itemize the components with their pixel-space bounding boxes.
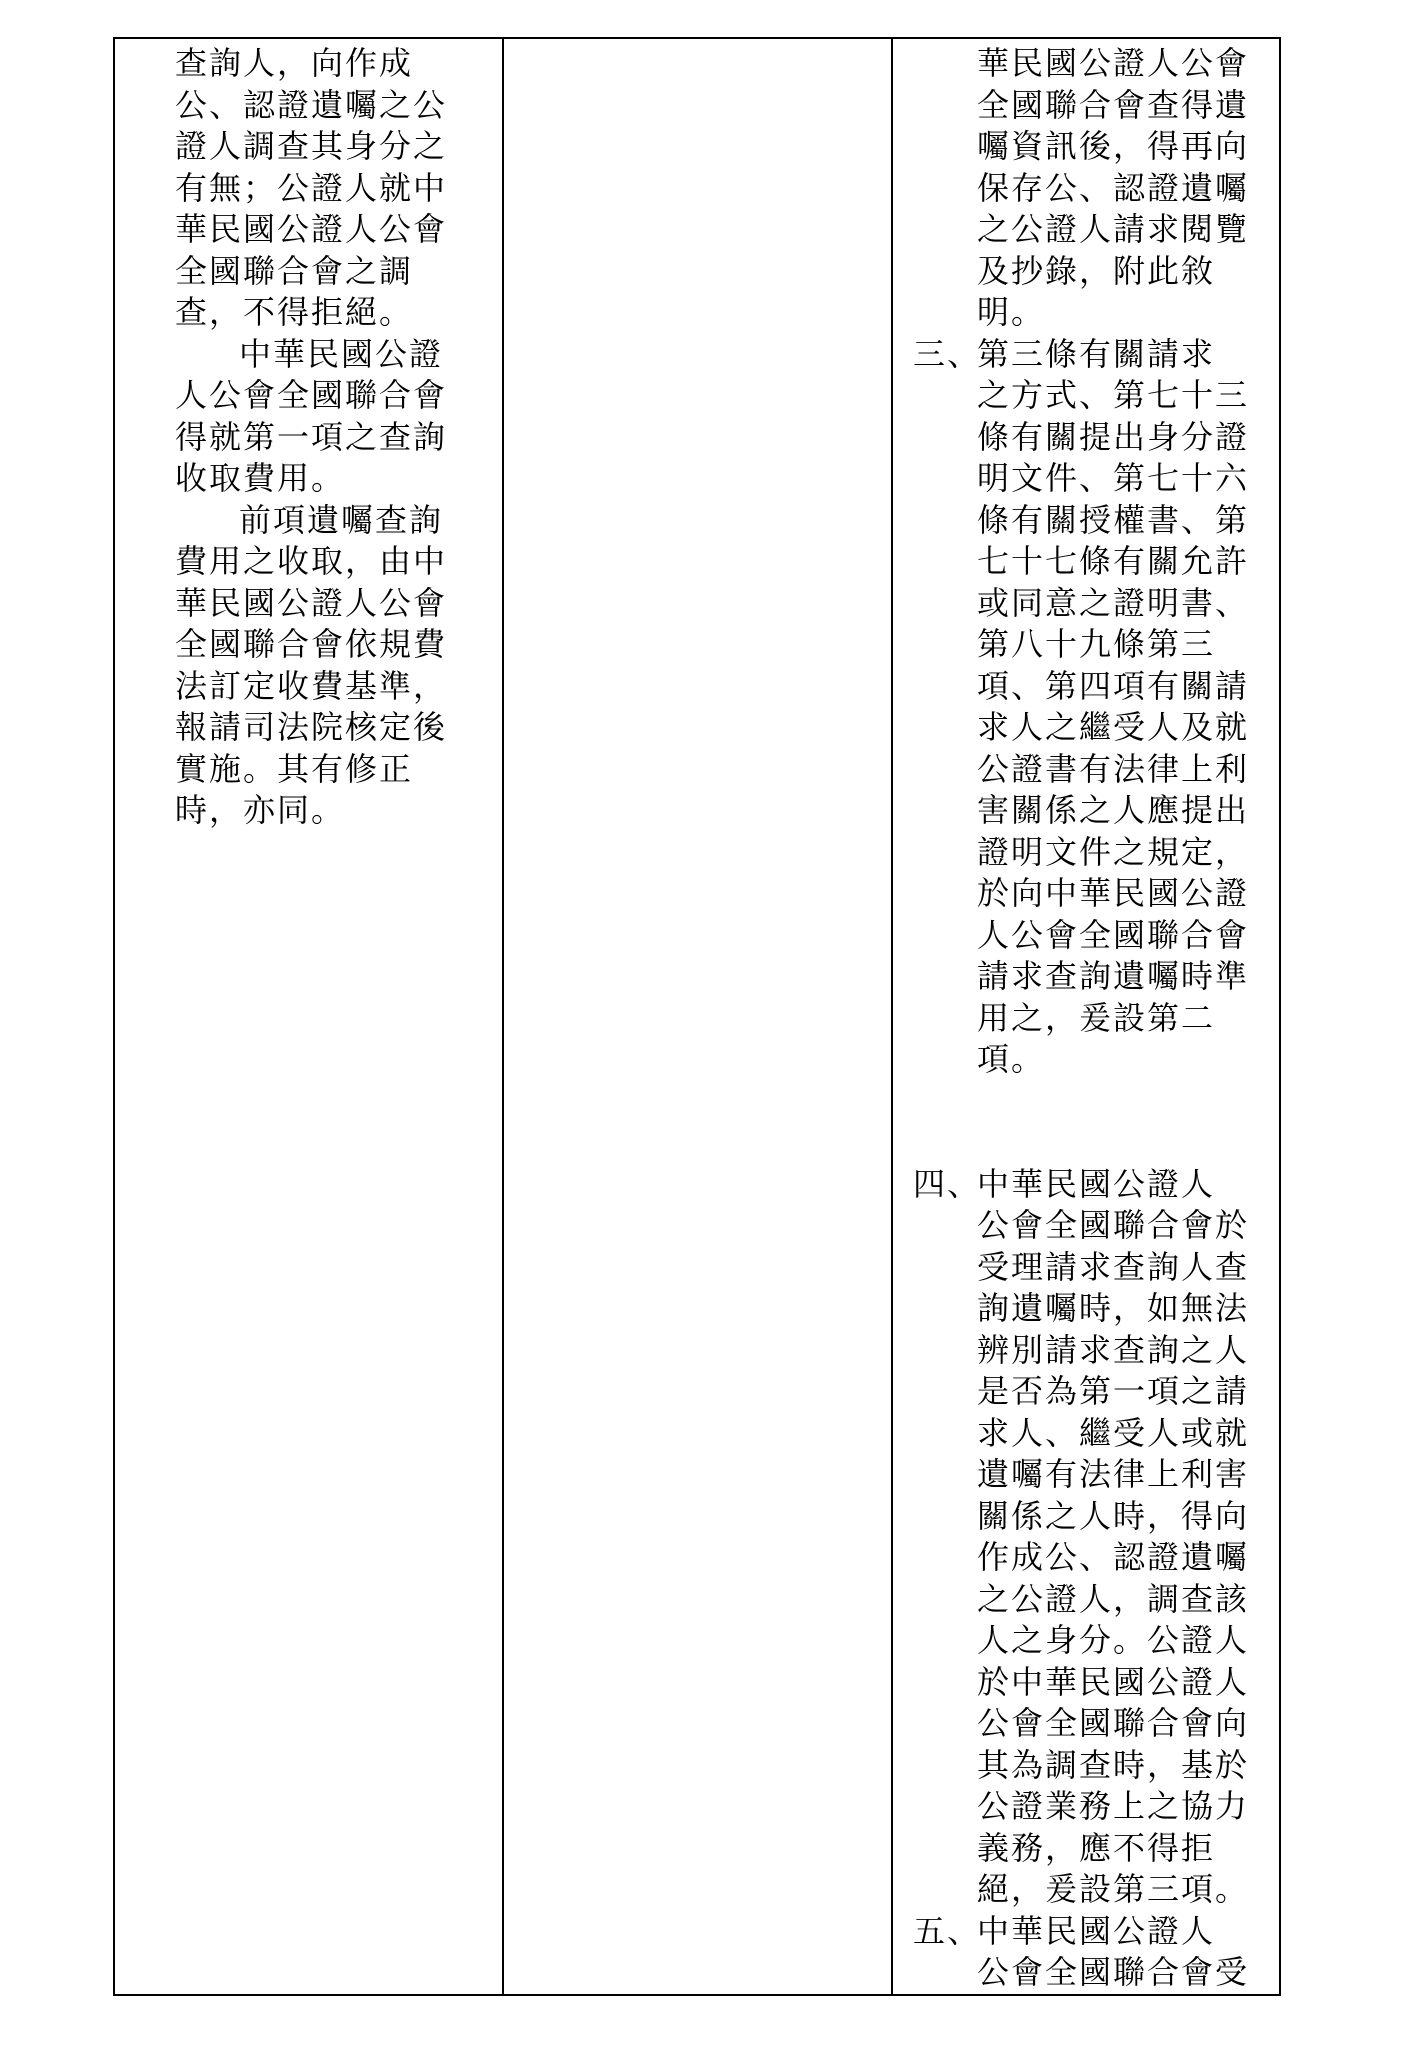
numbered-item bbox=[913, 1911, 1265, 1994]
paragraph-line: 全國聯合會之調 bbox=[175, 251, 414, 290]
item-line: 求人之繼受人及就 bbox=[977, 708, 1250, 746]
paragraph-line: 前項遺囑查詢 bbox=[239, 500, 444, 539]
paragraph-line: 有無；公證人就中 bbox=[175, 168, 448, 207]
item-line: 詢遺囑時，如無法 bbox=[977, 1289, 1250, 1327]
item-line: 遺囑有法律上利害 bbox=[977, 1455, 1250, 1493]
comparison-table bbox=[113, 37, 1281, 1996]
item-line: 辨別請求查詢之人 bbox=[977, 1330, 1250, 1369]
item-line: 之公證人，調查該 bbox=[977, 1579, 1250, 1618]
paragraph-line: 報請司法院核定後 bbox=[175, 708, 448, 746]
item-line: 求人、繼受人或就 bbox=[977, 1413, 1250, 1452]
paragraph-line: 查，不得拒絕。 bbox=[175, 293, 414, 331]
item-line: 條有關提出身分證 bbox=[977, 417, 1250, 456]
paragraph-line: 之公證人請求閱覽 bbox=[977, 210, 1250, 248]
intro-paragraph bbox=[913, 43, 1265, 334]
item-line: 請求查詢遺囑時準 bbox=[977, 957, 1250, 995]
paragraph-line: 中華民國公證 bbox=[239, 334, 444, 373]
item-line: 用之，爰設第二 bbox=[977, 998, 1216, 1037]
paragraph-line: 保存公、認證遺囑 bbox=[977, 168, 1250, 207]
item-line: 公證書有法律上利 bbox=[977, 749, 1250, 788]
item-line: 絕，爰設第三項。 bbox=[977, 1870, 1250, 1908]
item-line: 是否為第一項之請 bbox=[977, 1372, 1250, 1410]
item-line: 關係之人時，得向 bbox=[977, 1496, 1250, 1535]
item-line: 中華民國公證人 bbox=[977, 1164, 1216, 1203]
item-line: 或同意之證明書、 bbox=[977, 583, 1250, 622]
paragraph bbox=[175, 500, 488, 832]
item-number: 五、 bbox=[913, 1911, 982, 1950]
paragraph-line: 查詢人，向作成 bbox=[175, 44, 414, 82]
item-line: 於中華民國公證人 bbox=[977, 1662, 1250, 1701]
paragraph-line: 全國聯合會依規費 bbox=[175, 625, 448, 663]
item-line: 公會全國聯合會於 bbox=[977, 1206, 1250, 1244]
item-line: 明文件、第七十六 bbox=[977, 459, 1250, 497]
paragraph-line: 公、認證遺囑之公 bbox=[175, 85, 448, 124]
paragraph-line: 證人調查其身分之 bbox=[175, 127, 448, 165]
item-line: 於向中華民國公證 bbox=[977, 874, 1250, 912]
column-2-cell bbox=[503, 38, 892, 1995]
paragraph bbox=[175, 334, 488, 500]
table-row bbox=[114, 38, 1280, 1995]
paragraph-line: 時，亦同。 bbox=[175, 791, 346, 829]
paragraph-line: 華民國公證人公會 bbox=[977, 44, 1250, 82]
item-line: 人之身分。公證人 bbox=[977, 1621, 1250, 1659]
paragraph-line: 法訂定收費基準， bbox=[175, 666, 448, 705]
numbered-item bbox=[913, 334, 1265, 1081]
paragraph-line: 實施。其有修正 bbox=[175, 749, 414, 788]
item-line: 公會全國聯合會受 bbox=[977, 1953, 1250, 1991]
column-3-cell bbox=[892, 38, 1280, 1995]
item-line: 中華民國公證人 bbox=[977, 1911, 1216, 1950]
item-line: 之方式、第七十三 bbox=[977, 376, 1250, 414]
item-line: 受理請求查詢人查 bbox=[977, 1247, 1250, 1286]
numbered-item bbox=[913, 1164, 1265, 1911]
item-line: 作成公、認證遺囑 bbox=[977, 1538, 1250, 1576]
paragraph-line: 得就第一項之查詢 bbox=[175, 417, 448, 456]
column-1-text bbox=[115, 39, 502, 832]
item-line: 證明文件之規定， bbox=[977, 832, 1250, 871]
paragraph-line: 人公會全國聯合會 bbox=[175, 376, 448, 414]
column-1-cell bbox=[114, 38, 503, 1995]
item-number: 三、 bbox=[913, 334, 982, 373]
paragraph-line: 及抄錄，附此敘 bbox=[977, 251, 1216, 290]
item-line: 其為調查時，基於 bbox=[977, 1745, 1250, 1784]
paragraph-line: 囑資訊後，得再向 bbox=[977, 127, 1250, 165]
item-line: 公會全國聯合會向 bbox=[977, 1704, 1250, 1742]
paragraph-line: 華民國公證人公會 bbox=[175, 583, 448, 622]
item-number: 四、 bbox=[913, 1164, 982, 1203]
item-line: 第三條有關請求 bbox=[977, 334, 1216, 373]
paragraph-line: 收取費用。 bbox=[175, 459, 346, 497]
item-line: 義務，應不得拒 bbox=[977, 1828, 1216, 1867]
item-line: 第八十九條第三 bbox=[977, 625, 1216, 663]
item-line: 條有關授權書、第 bbox=[977, 500, 1250, 539]
paragraph-line: 全國聯合會查得遺 bbox=[977, 85, 1250, 124]
paragraph-line: 明。 bbox=[977, 293, 1046, 331]
paragraph-line: 華民國公證人公會 bbox=[175, 210, 448, 248]
item-line: 七十七條有關允許 bbox=[977, 542, 1250, 580]
paragraph-line: 費用之收取，由中 bbox=[175, 542, 448, 580]
item-line: 項、第四項有關請 bbox=[977, 666, 1250, 705]
item-line: 項。 bbox=[977, 1040, 1046, 1078]
item-line: 公證業務上之協力 bbox=[977, 1787, 1250, 1825]
blank-gap bbox=[913, 1081, 1265, 1164]
item-line: 人公會全國聯合會 bbox=[977, 915, 1250, 954]
paragraph bbox=[175, 43, 488, 334]
column-3-text bbox=[893, 39, 1279, 1994]
item-line: 害關係之人應提出 bbox=[977, 791, 1250, 829]
